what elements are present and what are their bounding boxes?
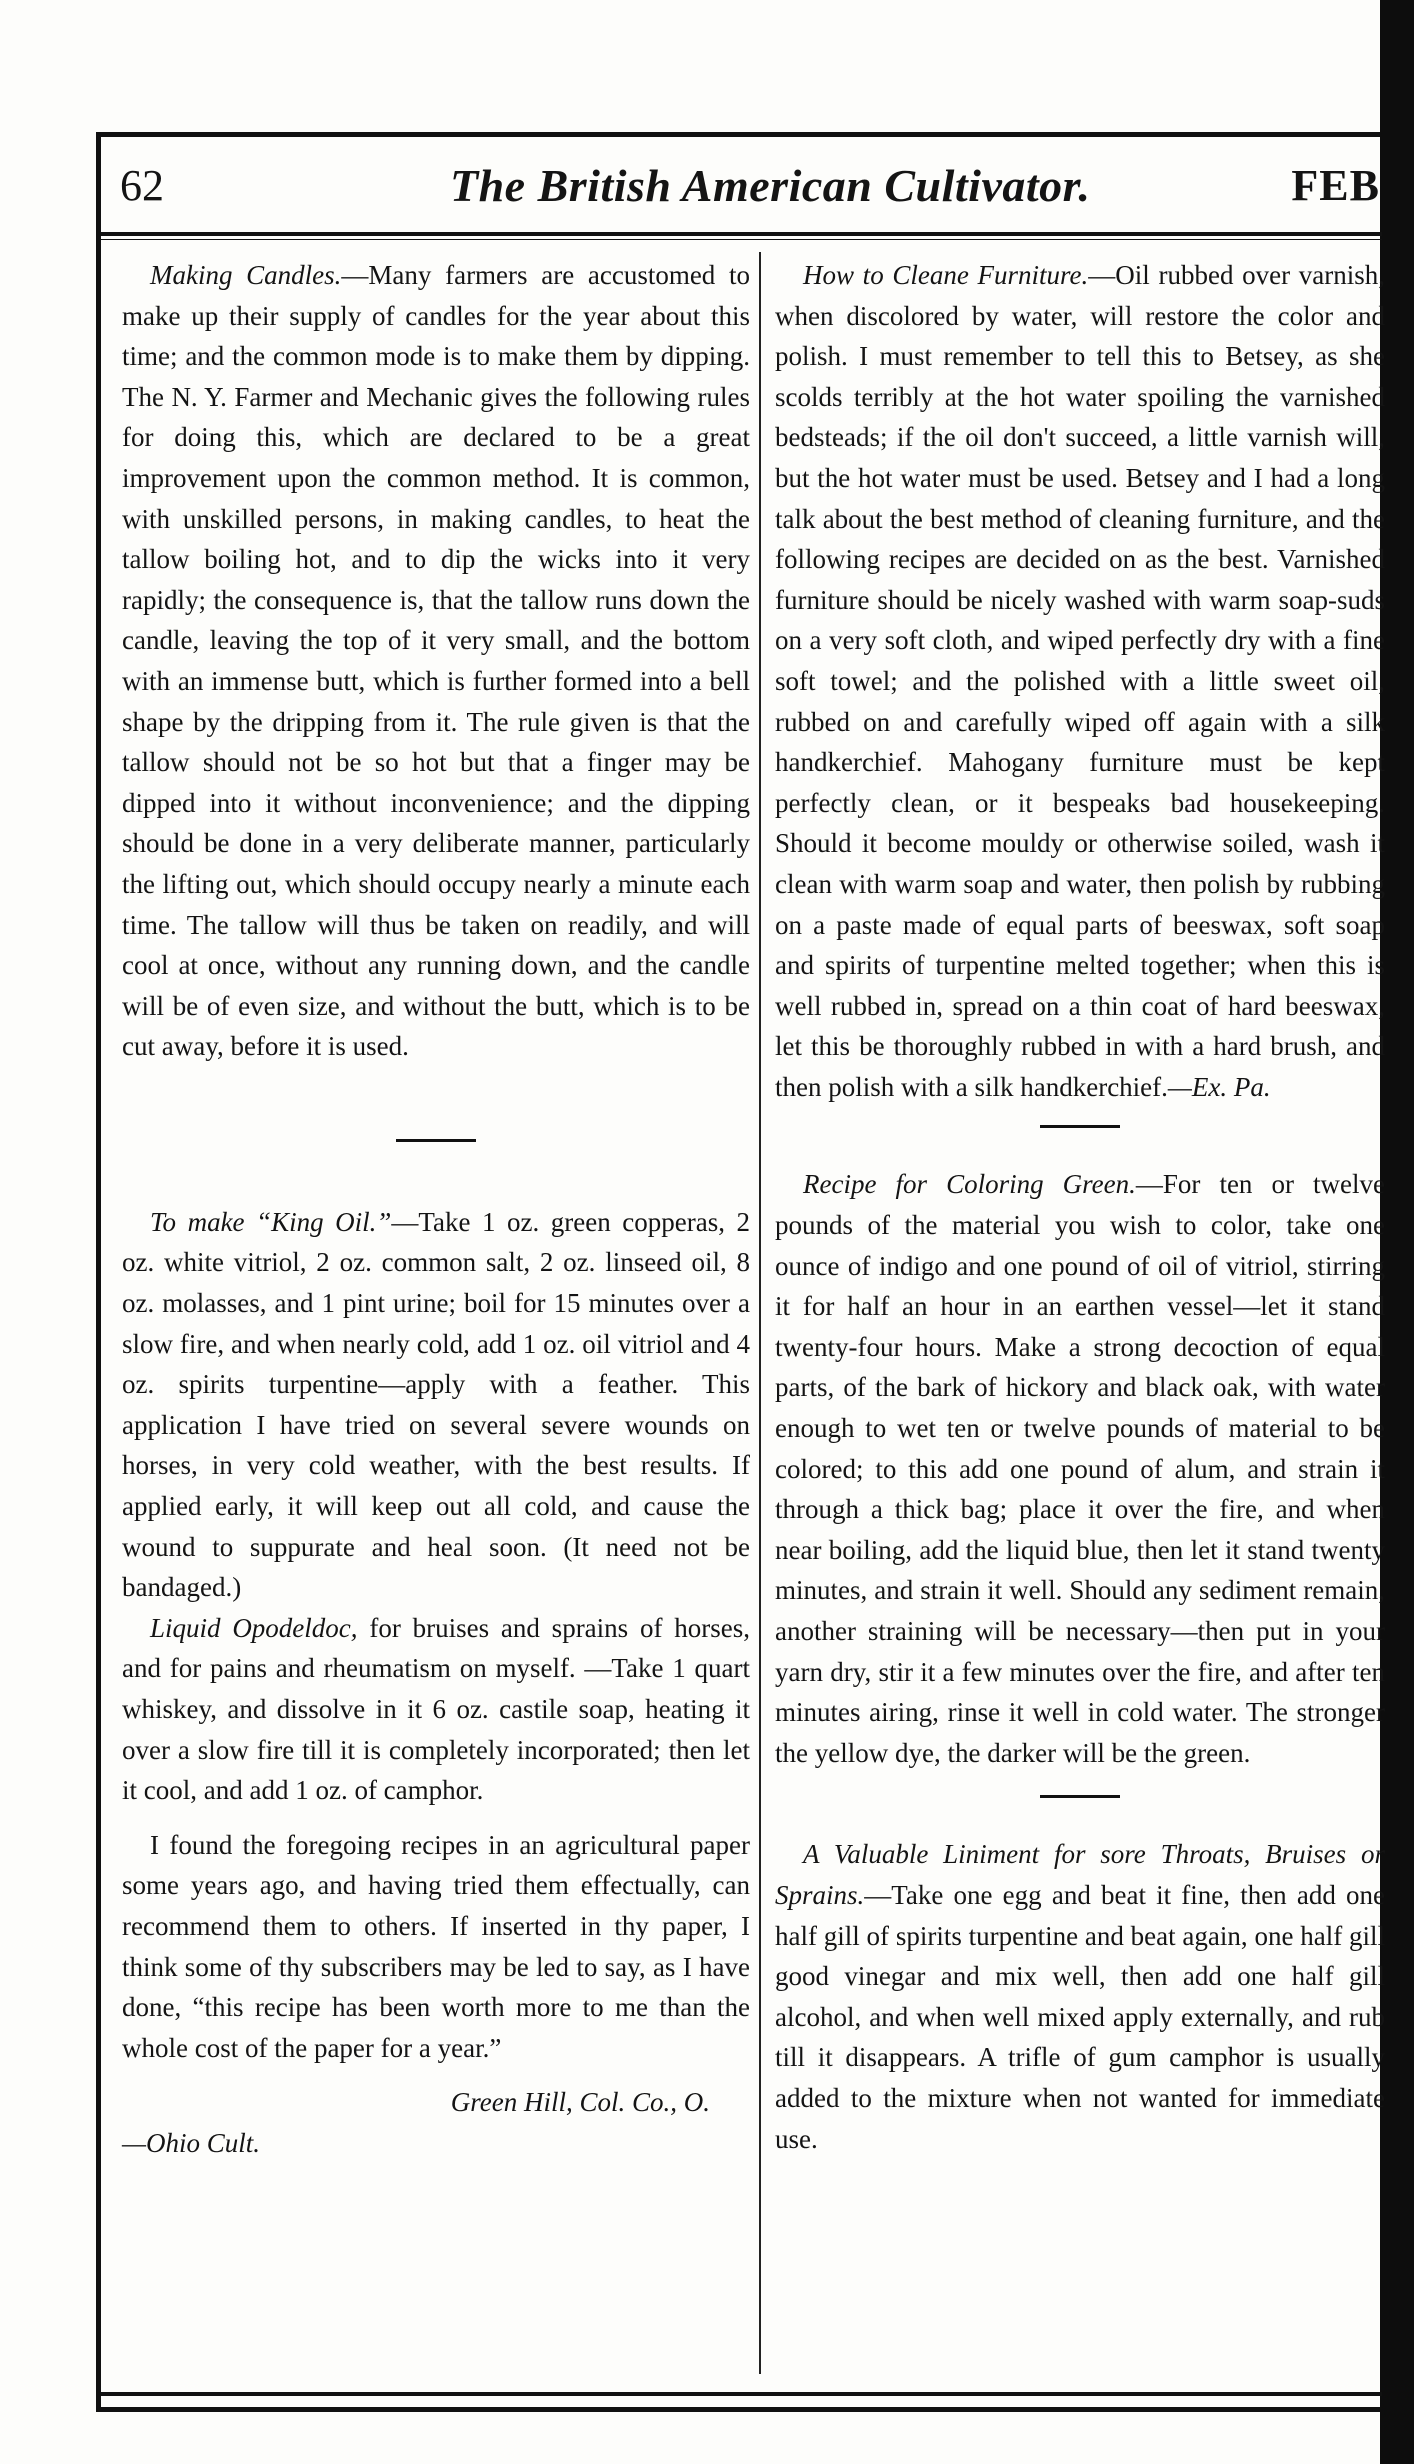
page-header [120,158,1380,218]
article-clean-furniture [775,255,1385,1107]
signature-source: —Ohio Cult. [122,2127,261,2158]
article-source: —Ex. Pa. [1167,1071,1271,1102]
article-heading: Recipe for Coloring Green. [803,1169,1136,1200]
header-rule [100,232,1382,240]
article-heading: Making Candles. [150,260,342,290]
article-body: —Take 1 oz. green copperas, 2 oz. white vitriol, 2 oz. common salt, 2 oz. linseed oil, 8 oz. molasses, and 1 pint urine; boil for 15 minutes over a slow fire, and when nearly cold, add 1 oz. oil vitriol and 4 oz. spirits turpentine—apply with a feather. This application I have tried on several severe wounds on horses, in very cold weather, with the best results. If applied early, it will keep out all cold, and cause the wound to suppurate and heal soon. (It need not be bandaged.) [122,1206,750,1603]
article-body: —Many farmers are accustomed to make up their supply of candles for the year about this time; and the common mode is to make them by dipping. The N. Y. Farmer and Mechanic gives the following rules for doing this, which are declared to be a great improvement upon the common method. It is common, with unskilled persons, in making candles, to heat the tallow boiling hot, and to dip the wicks into it very rapidly; the consequence is, that the tallow runs down the candle, leaving the top of it very small, and the bottom with an immense butt, which is further formed into a bell shape by the dripping from it. The rule given is that the tallow should not be so hot but that a finger may be dipped into it without inconvenience; and the dipping should be done in a very deliberate manner, particularly the lifting out, which should occupy nearly a minute each time. The tallow will thus be taken on readily, and will cool at once, without any running down, and the candle will be of even size, and without the butt, which is to be cut away, before it is used. [122,260,750,1062]
article-body: —Oil rubbed over varnish, when discolored by water, will restore the color and polish. I must remember to tell this to Betsey, as she scolds terribly at the hot water spoiling the varnished bedsteads; if the oil don't succeed, a little varnish will, but the hot water must be used. Betsey and I had a long talk about the best method of cleaning furniture, and the following recipes are decided on as the best. Varnished furniture should be nicely washed with warm soap-suds on a very soft cloth, and wiped perfectly dry with a fine soft towel; and the polished with a little sweet oil, rubbed on and carefully wiped off again with a silk handkerchief. Mahogany furniture must be kept perfectly clean, or it bespeaks bad housekeeping. Should it become mouldy or otherwise soiled, wash it clean with warm soap and water, then polish by rubbing on a paste made of equal parts of beeswax, soft soap and spirits of turpentine melted together; when this is well rubbed in, spread on a thin coat of hard beeswax, let this be thoroughly rubbed in with a hard brush, and then polish with a silk handkerchief. [775,260,1385,1102]
article-body: —For ten or twelve pounds of the material you wish to color, take one ounce of indigo and one pound of oil of vitriol, stirring it for half an hour in an earthen vessel—let it stand twenty-four hours. Make a strong decoction of equal parts, of the bark of hickory and black oak, with water enough to wet ten or twelve pounds of material to be colored; to this add one pound of alum, and strain it through a thick bag; place it over the fire, and when near boiling, add the liquid blue, then let it stand twenty minutes, and strain it well. Should any sediment remain, another straining will be necessary—then put in your yarn dry, stir it a few minutes over the fire, and after ten minutes airing, rinse it well in cold water. The stronger the yellow dye, the darker will be the green. [775,1169,1385,1768]
closing-paragraph: I found the foregoing recipes in an agricultural paper some years ago, and having tried them effectually, can recommend them to others. If inserted in thy paper, I think some of thy subscribers may be led to say, as I have done, “this recipe has been worth more to me than the whole cost of the paper for a year.” [122,1829,750,2063]
article-making-candles [122,255,750,1067]
article-liquid-opodeldoc [122,1608,750,1811]
article-heading: Liquid Opodeldoc, [150,1612,358,1643]
article-body: for bruises and sprains of horses, and for pains and rheumatism on myself. —Take 1 quart whiskey, and dissolve in it 6 oz. castile soap, heating it over a slow fire till it is completely incorporated; then let it cool, and add 1 oz. of camphor. [122,1612,750,1806]
journal-title: The British American Cultivator. [450,160,1091,211]
left-column [122,255,750,2164]
article-body: —Take one egg and beat it fine, then add one half gill of spirits turpentine and beat again, one half gill good vinegar and mix well, then add one half gill alcohol, and when well mixed apply externally, and rub till it disappears. A trifle of gum camphor is usually added to the mixture when not wanted for immediate use. [775,1879,1385,2154]
column-divider [759,252,761,2374]
article-heading: A Valuable Liniment for sore Throats, Bruises or Sprains. [775,1839,1385,1910]
page-edge-shadow [1380,0,1414,2464]
article-king-oil [122,1202,750,1608]
signature-place: Green Hill, Col. Co., O. [450,2087,710,2118]
right-column [775,255,1385,2159]
article-heading: To make “King Oil.” [150,1206,392,1237]
page-number: 62 [120,161,164,210]
issue-month: FEB [1291,161,1380,210]
bottom-rule [100,2392,1382,2396]
article-coloring-green [775,1164,1385,1773]
article-valuable-liniment [775,1834,1385,2159]
article-heading: How to Cleane Furniture. [803,260,1089,290]
